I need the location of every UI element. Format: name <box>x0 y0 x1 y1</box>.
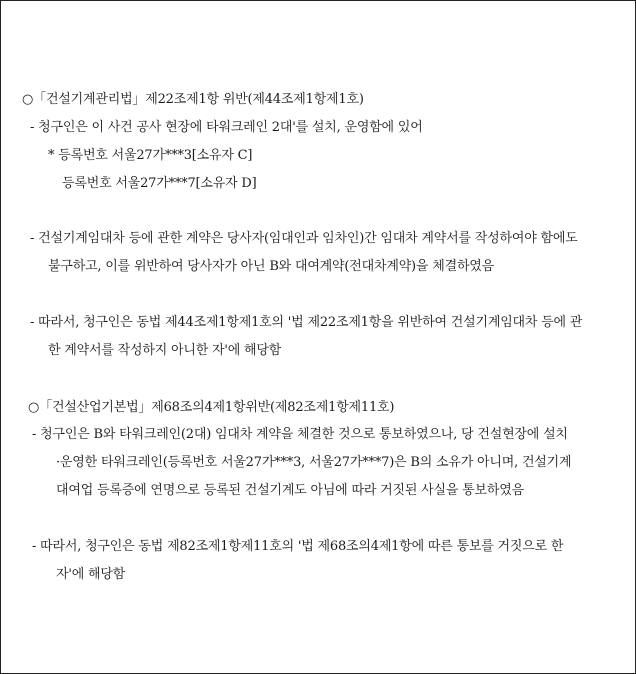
section1-bullet1: - 청구인은 이 사건 공사 현장에 타워크레인 2대'를 설치, 운영함에 있어 <box>30 120 423 135</box>
section2-bullet2-line1: - 따라서, 청구인은 동법 제82조제1항제11호의 '법 제68조의4제1항에 따른 통보를 거짓으로 한 <box>32 539 564 554</box>
section1-bullet2-line1: - 건설기계임대차 등에 관한 계약은 당사자(임대인과 임차인)간 임대차 계약서를 작성하여야 함에도 <box>30 231 578 246</box>
section1-bullet3-line2: 한 계약서를 작성하지 아니한 자'에 해당함 <box>48 343 282 358</box>
section1-bullet3-line1: - 따라서, 청구인은 동법 제44조제1항제1호의 '법 제22조제1항을 위반하여 건설기계임대차 등에 관 <box>30 315 583 330</box>
section2-bullet1-line1: - 청구인은 B와 타워크레인(2대) 임대차 계약을 체결한 것으로 통보하였으나, 당 건설현장에 설치 <box>32 427 568 442</box>
section2-bullet2-line2: 자'에 해당함 <box>56 567 126 582</box>
section2-bullet1-line2: ·운영한 타워크레인(등록번호 서울27가***3, 서울27가***7)은 B의 소유가 아니며, 건설기계 <box>56 455 572 470</box>
section1-bullet2-line2: 불구하고, 이를 위반하여 당사자가 아닌 B와 대여계약(전대차계약)을 체결하였음 <box>48 259 495 274</box>
section2-bullet1-line3: 대여업 등록증에 연명으로 등록된 건설기계도 아님에 따라 거짓된 사실을 통보하였음 <box>56 483 524 498</box>
registration-number-1: * 등록번호 서울27가***3[소유자 C] <box>48 148 253 163</box>
section1-heading: ○「건설기계관리법」제22조제1항 위반(제44조제1항제1호) <box>22 92 364 107</box>
registration-number-2: 등록번호 서울27가***7[소유자 D] <box>62 176 257 191</box>
section2-heading: ○「건설산업기본법」제68조의4제1항위반(제82조제1항제11호) <box>28 400 395 415</box>
